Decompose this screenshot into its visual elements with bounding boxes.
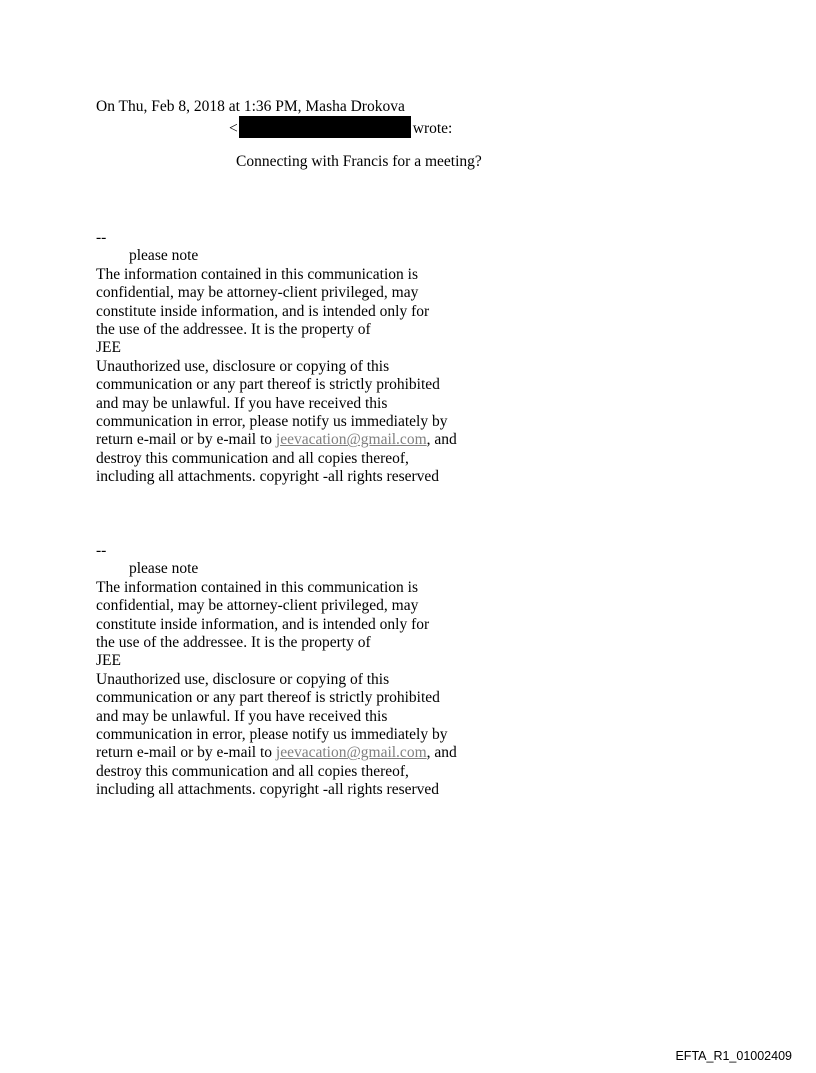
disclaimer-line: the use of the addressee. It is the property of	[96, 634, 371, 652]
disclaimer-line: destroy this communication and all copies thereof,	[96, 762, 409, 780]
disclaimer-line: The information contained in this communication is	[96, 265, 418, 283]
disclaimer-line	[96, 431, 496, 449]
bates-number: EFTA_R1_01002409	[675, 1049, 792, 1063]
disclaimer-text: , and	[426, 744, 457, 762]
disclaimer-line: the use of the addressee. It is the property of	[96, 321, 371, 339]
disclaimer-text: return e-mail or by e-mail to	[96, 431, 276, 449]
disclaimer-line: Unauthorized use, disclosure or copying of this	[96, 670, 390, 688]
sender-email-line	[229, 116, 452, 138]
email-link[interactable]: jeevacation@gmail.com	[275, 744, 427, 762]
disclaimer-line: confidential, may be attorney-client privileged, may	[96, 284, 419, 302]
disclaimer-line: confidential, may be attorney-client privileged, may	[96, 597, 419, 615]
disclaimer-line: JEE	[96, 339, 121, 357]
disclaimer-line: communication or any part thereof is strictly prohibited	[96, 689, 440, 707]
disclaimer-line: communication in error, please notify us immediately by	[96, 413, 448, 431]
disclaimer-line: constitute inside information, and is intended only for	[96, 302, 430, 320]
signature-dashes: --	[96, 542, 107, 559]
signature-dashes: --	[96, 229, 107, 246]
disclaimer-text: , and	[426, 431, 457, 449]
disclaimer-line: destroy this communication and all copies thereof,	[96, 449, 409, 467]
disclaimer-line: and may be unlawful. If you have received this	[96, 394, 388, 412]
lt-symbol: <	[229, 120, 238, 137]
disclaimer-text: return e-mail or by e-mail to	[96, 744, 276, 762]
email-link[interactable]: jeevacation@gmail.com	[275, 431, 427, 449]
disclaimer-line: including all attachments. copyright -all rights reserved	[96, 468, 440, 486]
disclaimer-line: communication in error, please notify us immediately by	[96, 726, 448, 744]
disclaimer-line: Unauthorized use, disclosure or copying of this	[96, 357, 390, 375]
disclaimer-line: including all attachments. copyright -all rights reserved	[96, 781, 440, 799]
disclaimer-footer	[96, 229, 496, 487]
please-note: please note	[129, 247, 199, 265]
message-body: Connecting with Francis for a meeting?	[236, 153, 482, 170]
disclaimer-line: The information contained in this communication is	[96, 578, 418, 596]
disclaimer-line: constitute inside information, and is intended only for	[96, 615, 430, 633]
wrote-label: wrote:	[412, 120, 453, 137]
redaction-bar	[239, 116, 411, 138]
disclaimer-line: and may be unlawful. If you have received this	[96, 707, 388, 725]
disclaimer-line: communication or any part thereof is strictly prohibited	[96, 376, 440, 394]
disclaimer-line	[96, 744, 496, 762]
please-note: please note	[129, 560, 199, 578]
email-header-line: On Thu, Feb 8, 2018 at 1:36 PM, Masha Drokova	[96, 98, 405, 115]
disclaimer-footer	[96, 542, 496, 800]
disclaimer-line: JEE	[96, 652, 121, 670]
